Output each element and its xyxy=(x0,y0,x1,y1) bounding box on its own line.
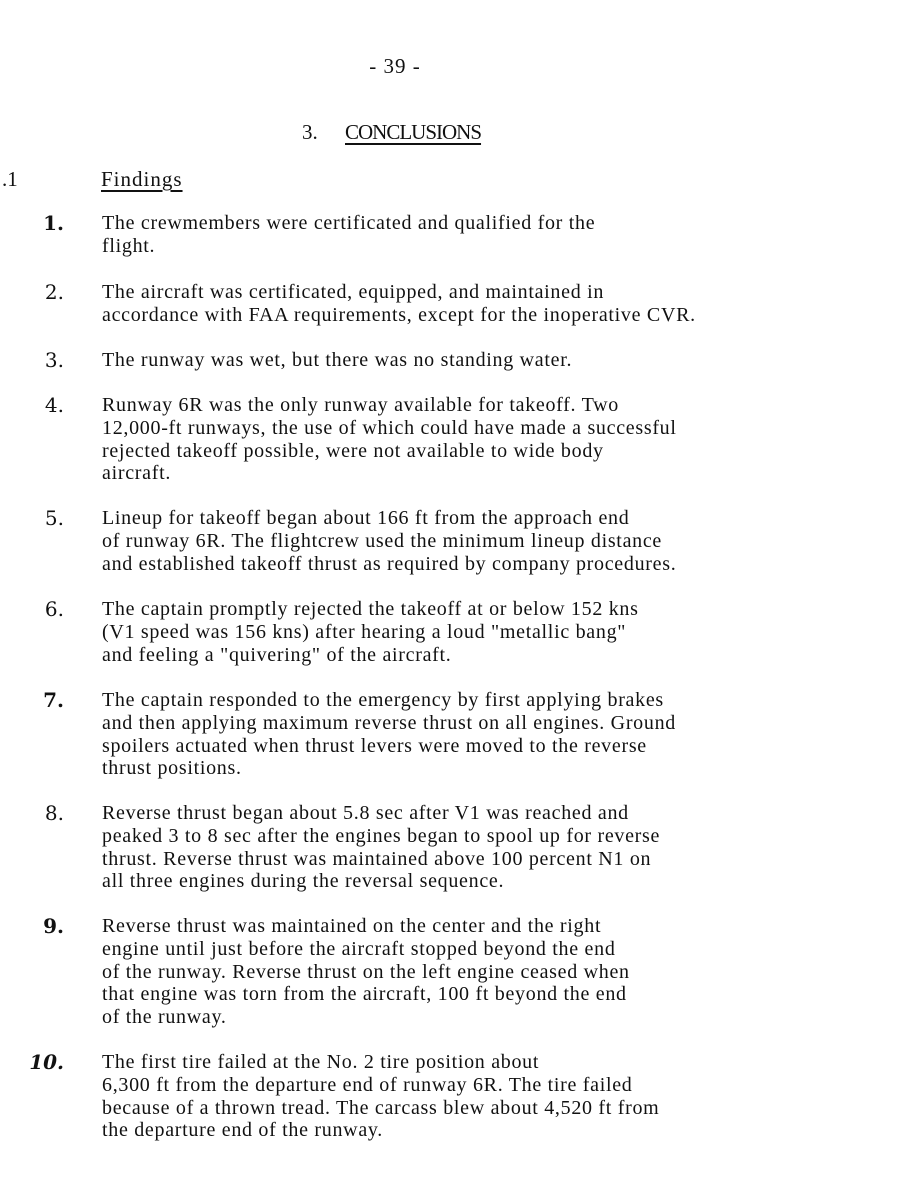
subsection-title: Findings xyxy=(101,167,183,191)
finding-number: 10. xyxy=(29,1050,64,1074)
finding-number: 8. xyxy=(44,801,64,825)
subsection-number: .1 xyxy=(2,167,18,191)
finding-text: The aircraft was certificated, equipped, and maintained in accordance with FAA requirements, except for the inoperative CVR. xyxy=(102,281,696,326)
finding-text: The captain responded to the emergency by first applying brakes and then applying maximum reverse thrust on all engines. Ground spoilers actuated when thrust levers were moved to the reverse thrust positions. xyxy=(102,689,676,780)
finding-number: 9. xyxy=(43,914,64,938)
finding-number: 7. xyxy=(43,688,64,712)
finding-text: The first tire failed at the No. 2 tire position about 6,300 ft from the departure end of runway 6R. The tire failed because of a thrown tread. The carcass blew about 4,520 ft from the departure end of the runway. xyxy=(102,1051,660,1142)
finding-number: 5. xyxy=(44,506,64,530)
finding-number: 6. xyxy=(44,597,64,621)
finding-text: The runway was wet, but there was no standing water. xyxy=(102,349,573,371)
finding-number: 1. xyxy=(43,211,64,235)
finding-number: 2. xyxy=(44,280,64,304)
finding-text: The captain promptly rejected the takeoff at or below 152 kns (V1 speed was 156 kns) after hearing a loud "metallic bang" and feeling a "quivering" of the aircraft. xyxy=(102,598,639,666)
finding-text: Reverse thrust began about 5.8 sec after V1 was reached and peaked 3 to 8 sec after the engines began to spool up for reverse thrust. Reverse thrust was maintained above 100 percent N1 on all three engines during the reversal sequence. xyxy=(102,802,661,893)
section-heading xyxy=(302,120,481,145)
page-number: - 39 - xyxy=(369,54,421,78)
finding-text: Lineup for takeoff began about 166 ft from the approach end of runway 6R. The flightcrew used the minimum lineup distance and established takeoff thrust as required by company procedures. xyxy=(102,507,677,575)
finding-text: Reverse thrust was maintained on the center and the right engine until just before the aircraft stopped beyond the end of the runway. Reverse thrust on the left engine ceased when that engine was torn from the aircraft, 100 ft beyond the end of the runway. xyxy=(102,915,630,1029)
finding-text: The crewmembers were certificated and qualified for the flight. xyxy=(102,212,596,257)
section-number: 3. xyxy=(302,120,318,144)
section-title: CONCLUSIONS xyxy=(345,120,482,144)
finding-number: 3. xyxy=(44,348,64,372)
finding-text: Runway 6R was the only runway available for takeoff. Two 12,000-ft runways, the use of which could have made a successful rejected takeoff possible, were not available to wide body aircraft. xyxy=(102,394,677,485)
finding-number: 4. xyxy=(44,393,64,417)
